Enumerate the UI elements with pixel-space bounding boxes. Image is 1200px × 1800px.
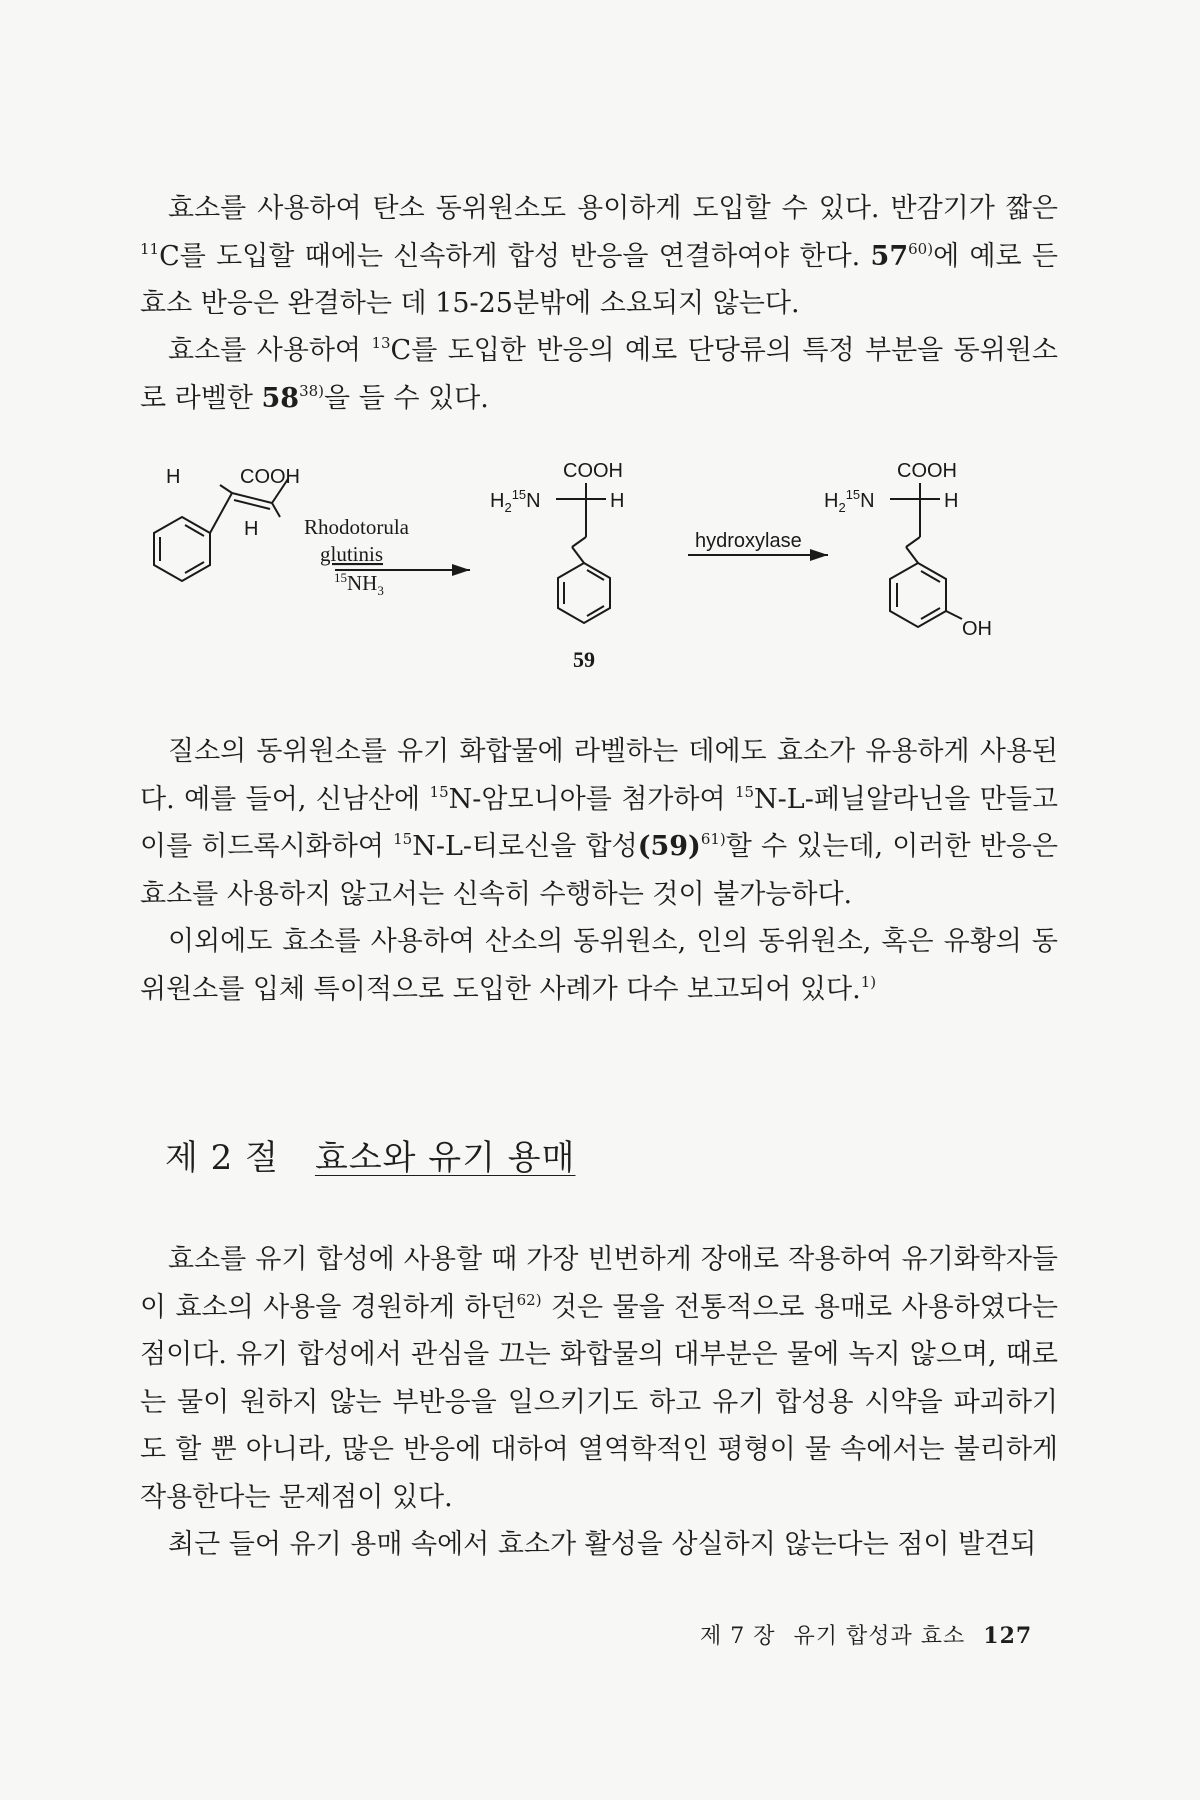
section-title: 효소와 유기 용매 [314, 1138, 576, 1178]
paragraph-c13-labeling: 효소를 사용하여 $^{13}$C를 도입한 반응의 예로 단당류의 특정 부분을 동위원소로 라벨한 58$^{38)}$을 들 수 있다. [140, 334, 1058, 414]
h-top-label: H [166, 466, 181, 488]
amine-label-3: $H_2^{15}N$ [824, 487, 875, 515]
section-heading [165, 1130, 575, 1179]
paragraph-water-solvent: 효소를 유기 합성에 사용할 때 가장 빈번하게 장애로 작용하여 유기화학자들이 효소의 사용을 경원하게 하던$^{62)}$ 것은 물을 전통적으로 용매로 사용하였다는 점이다. 유기 합성에서 관심을 끄는 화합물의 대부분은 물에 녹지 않으며, 때로는 물이 원하지 않는 부반응을 일으키기도 하고 유기 합성용 시약을 파괴하기도 할 뿐 아니라, 많은 반응에 대하여 열역학적인 평형이 물 속에서는 불리하게 작용한다는 문제점이 있다. [140, 1244, 1058, 1513]
reagent-ammonia: $^{15}NH_3$ [334, 570, 384, 598]
paragraph-organic-solvent: 최근 들어 유기 용매 속에서 효소가 활성을 상실하지 않는다는 점이 발견되 [168, 1529, 1037, 1560]
paragraph-nitrogen-isotope: 질소의 동위원소를 유기 화합물에 라벨하는 데에도 효소가 유용하게 사용된다. 예를 들어, 신남산에 $^{15}$N-암모니아를 첨가하여 $^{15}$N-L-페닐알라닌을 만들고 이를 히드록시화하여 $^{15}$N-L-티로신을 합성$(59)^{61)}$할 수 있는데, 이러한 반응은 효소를 사용하지 않고서는 신속히 수행하는 것이 불가능하다. [140, 736, 1058, 910]
cooh-label-3: COOH [897, 460, 957, 482]
footer-chapter: 제 7 장 [700, 1624, 776, 1649]
amine-label-2: $H_2^{15}N$ [490, 487, 541, 515]
paragraph-carbon-isotope: 효소를 사용하여 탄소 동위원소도 용이하게 도입할 수 있다. 반감기가 짧은 $^{11}$C를 도입할 때에는 신속하게 합성 반응을 연결하여야 한다. 57$^{60)}$에 예로 든 효소 반응은 완결하는 데 15-25분밖에 소요되지 않는다. [140, 193, 1058, 319]
reagent-glutinis: glutinis [320, 542, 384, 566]
h-alpha-label-2: H [610, 490, 625, 512]
running-footer [700, 1619, 1032, 1650]
enzyme-hydroxylase: hydroxylase [695, 530, 802, 552]
section-number: 제 2 절 [165, 1138, 279, 1178]
oh-label: OH [962, 618, 992, 640]
page-number: 127 [983, 1623, 1033, 1649]
paragraph-other-isotopes: 이외에도 효소를 사용하여 산소의 동위원소, 인의 동위원소, 혹은 유황의 동위원소를 입체 특이적으로 도입한 사례가 다수 보고되어 있다.$^{1)}$ [140, 926, 1058, 1005]
reagent-rhodotorula: Rhodotorula [304, 515, 409, 539]
h-bottom-label: H [244, 518, 259, 540]
cooh-label-1: COOH [240, 466, 300, 488]
reaction-scheme [140, 455, 1060, 705]
h-alpha-label-3: H [944, 490, 959, 512]
cooh-label-2: COOH [563, 460, 623, 482]
footer-title: 유기 합성과 효소 [793, 1624, 966, 1649]
compound-number: 59 [573, 647, 595, 672]
